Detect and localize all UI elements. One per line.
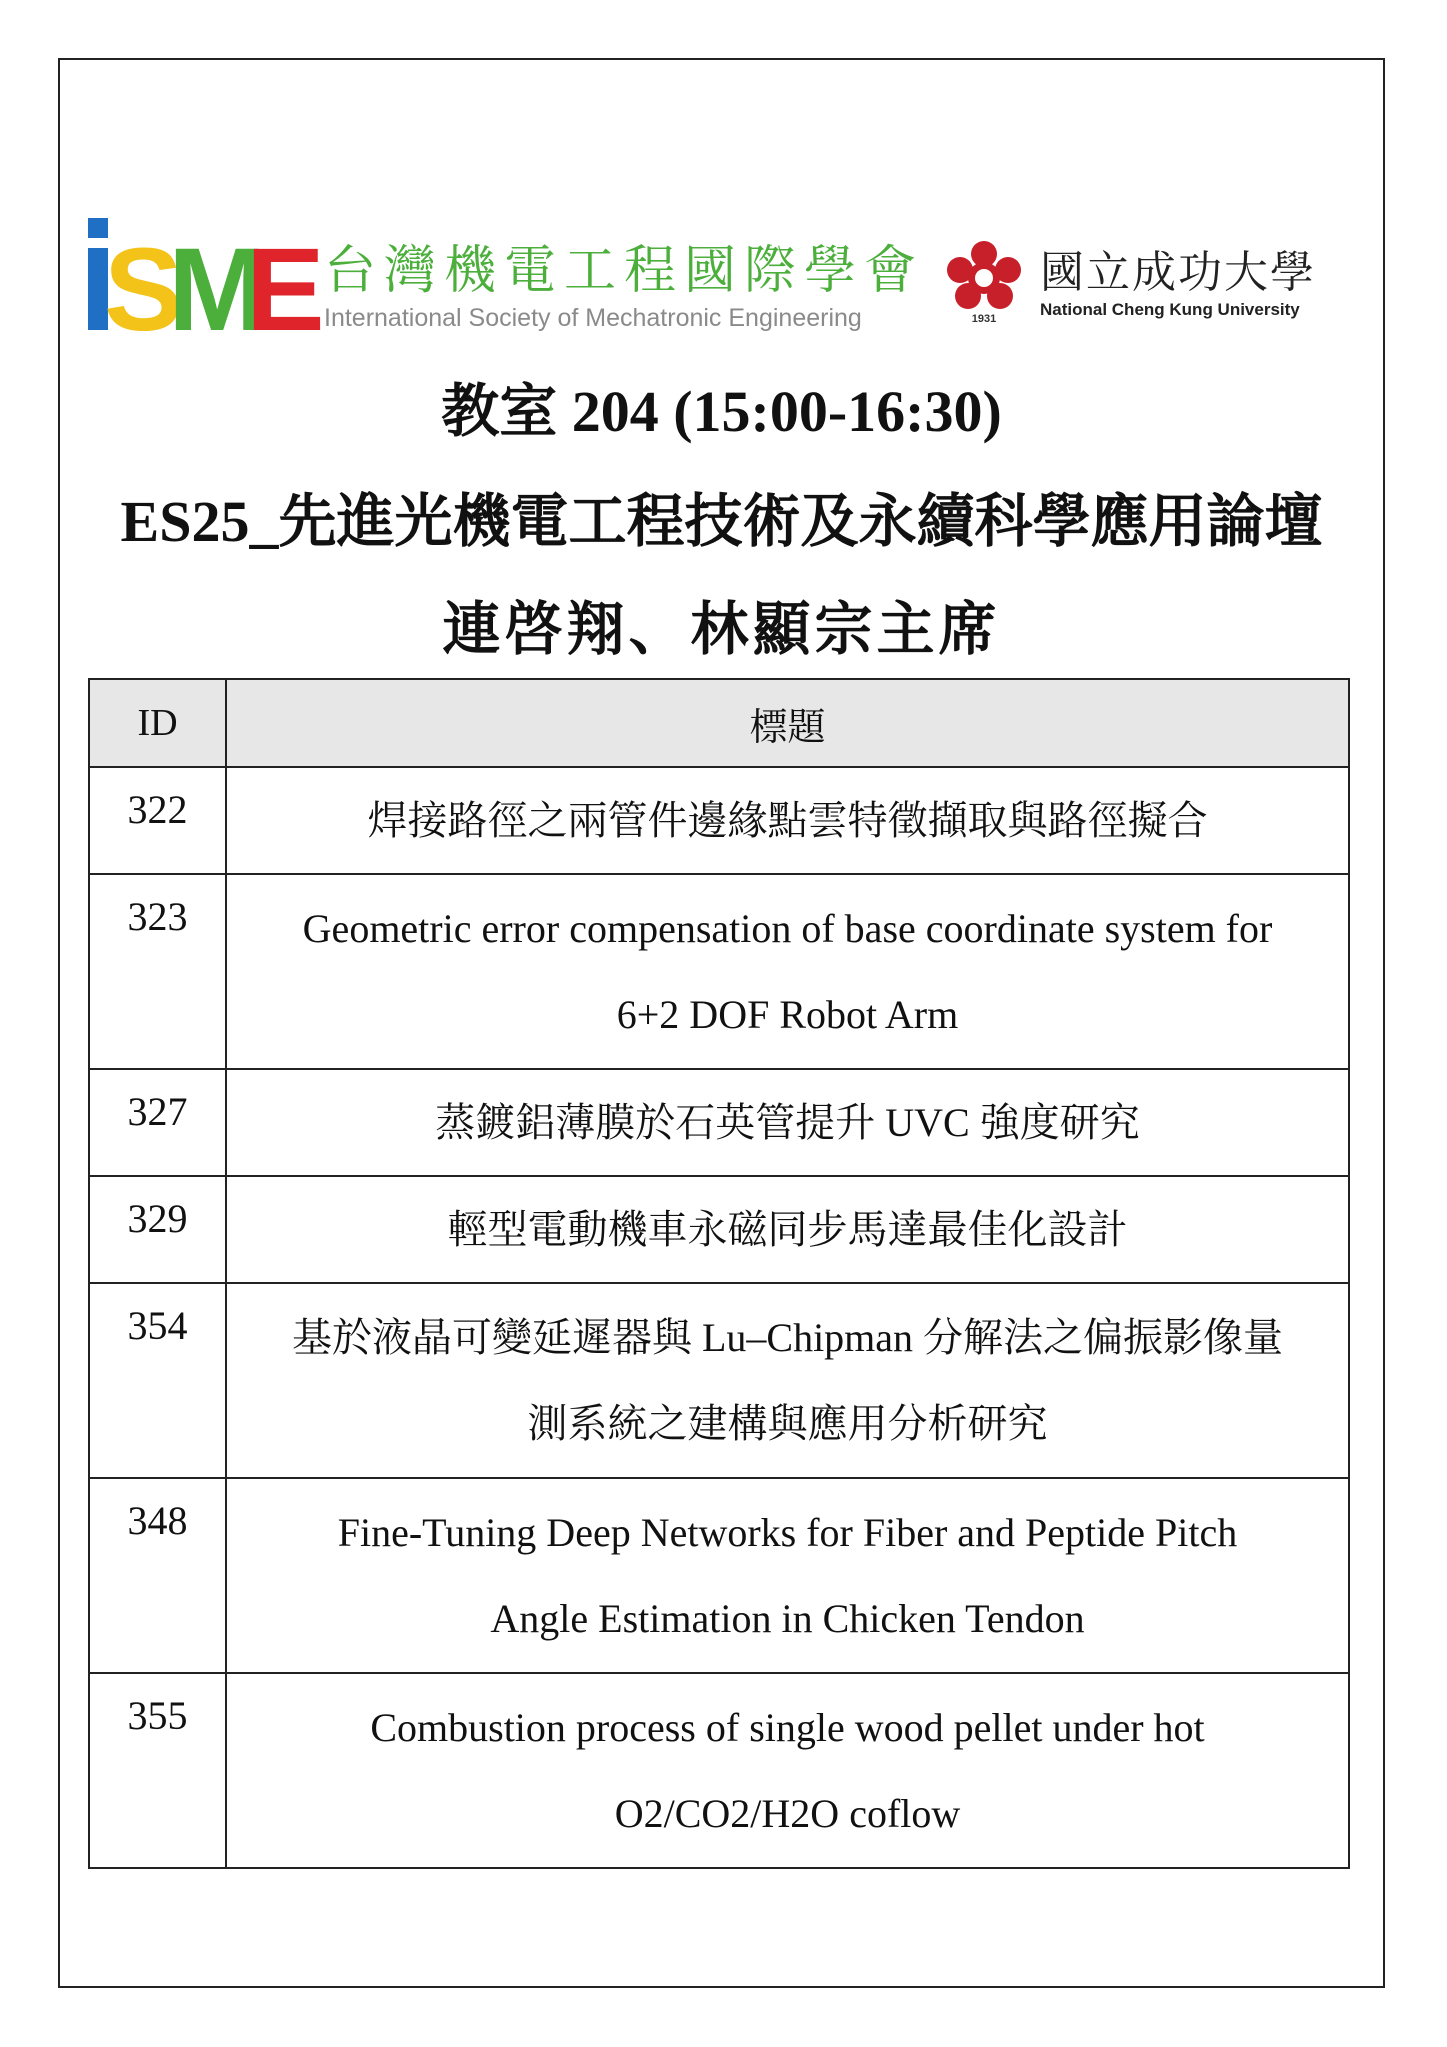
isme-mark-s: S — [104, 224, 183, 356]
ncku-name-zh: 國立成功大學 — [1040, 247, 1316, 298]
paper-title — [226, 767, 1349, 874]
table-row — [89, 1283, 1349, 1478]
paper-title-line: Geometric error compensation of base coordinate system for — [302, 905, 1273, 951]
paper-title-line: 測系統之建構與應用分析研究 — [527, 1400, 1048, 1446]
paper-title-line: Angle Estimation in Chicken Tendon — [490, 1595, 1085, 1641]
paper-id: 323 — [89, 874, 226, 1069]
paper-title — [226, 1069, 1349, 1176]
ncku-name-en: National Cheng Kung University — [1040, 300, 1300, 319]
ncku-emblem-icon — [948, 240, 1020, 324]
paper-title-line: 輕型電動機車永磁同步馬達最佳化設計 — [447, 1206, 1128, 1252]
paper-table — [88, 678, 1350, 1869]
paper-title — [226, 1283, 1349, 1478]
table-header-row — [89, 679, 1349, 767]
table-row — [89, 1673, 1349, 1868]
isme-logo-mark — [88, 218, 325, 356]
paper-title-line: 6+2 DOF Robot Arm — [616, 991, 959, 1037]
paper-title — [226, 1673, 1349, 1868]
ncku-year: 1931 — [971, 313, 997, 325]
isme-mark-e: E — [246, 224, 325, 356]
table-row — [89, 1069, 1349, 1176]
paper-title — [226, 1478, 1349, 1673]
room-time-heading: 教室 204 (15:00-16:30) — [441, 379, 1002, 444]
session-title: ES25_先進光機電工程技術及永續科學應用論壇 — [120, 489, 1323, 554]
table-row — [89, 767, 1349, 874]
paper-title-line: 焊接路徑之兩管件邊緣點雲特徵擷取與路徑擬合 — [367, 797, 1208, 843]
isme-logo — [88, 218, 925, 356]
isme-mark-m: M — [168, 224, 267, 356]
column-header-title: 標題 — [226, 679, 1349, 767]
isme-name-en: International Society of Mechatronic Engineering — [324, 304, 862, 332]
paper-id: 354 — [89, 1283, 226, 1478]
table-row — [89, 874, 1349, 1069]
paper-title-line: Combustion process of single wood pellet under hot — [370, 1704, 1205, 1750]
paper-id: 348 — [89, 1478, 226, 1673]
paper-title-line: O2/CO2/H2O coflow — [614, 1790, 961, 1836]
paper-title — [226, 874, 1349, 1069]
paper-id: 327 — [89, 1069, 226, 1176]
paper-title-line: 蒸鍍鋁薄膜於石英管提升 UVC 強度研究 — [435, 1099, 1140, 1145]
ncku-logo — [948, 232, 1316, 328]
paper-title-line: 基於液晶可變延遲器與 Lu–Chipman 分解法之偏振影像量 — [291, 1314, 1284, 1360]
paper-id: 355 — [89, 1673, 226, 1868]
isme-name-zh: 台灣機電工程國際學會 — [324, 241, 925, 301]
paper-id: 322 — [89, 767, 226, 874]
paper-title — [226, 1176, 1349, 1283]
session-chairs: 連啓翔、林顯宗主席 — [442, 597, 1001, 662]
paper-id: 329 — [89, 1176, 226, 1283]
paper-title-line: Fine-Tuning Deep Networks for Fiber and Peptide Pitch — [337, 1509, 1238, 1555]
column-header-id: ID — [89, 679, 226, 767]
table-row — [89, 1176, 1349, 1283]
table-row — [89, 1478, 1349, 1673]
